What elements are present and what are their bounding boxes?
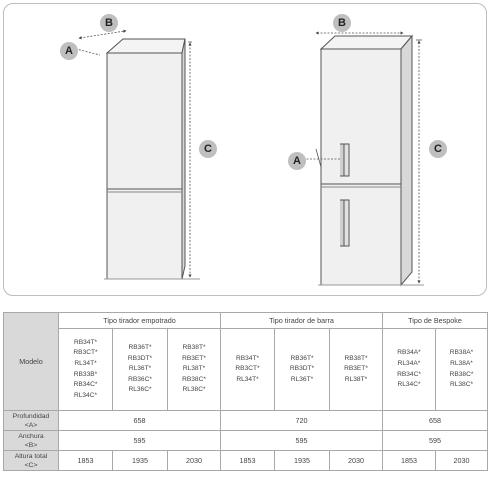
fridge-right — [318, 36, 424, 285]
model-code: RL38A* — [450, 359, 473, 367]
model-list — [383, 329, 436, 411]
height-value: 2030 — [168, 451, 221, 471]
model-code: RB36C* — [128, 375, 152, 383]
model-code: RL34C* — [73, 391, 98, 399]
model-code: RB38T* — [344, 354, 368, 362]
model-code: RB3ET* — [344, 365, 368, 373]
width-value: 595 — [383, 431, 488, 451]
model-code: RL34T* — [236, 375, 259, 383]
model-list — [113, 329, 168, 411]
model-code: RL34T* — [74, 359, 97, 367]
model-code: RL36C* — [128, 386, 152, 394]
model-code: RL38T* — [344, 375, 368, 383]
height-value: 2030 — [436, 451, 488, 471]
row-label-width: Anchura <B> — [4, 431, 59, 451]
model-header: Modelo — [4, 313, 59, 411]
model-list — [436, 329, 488, 411]
model-list — [330, 329, 383, 411]
dimension-figure — [3, 3, 487, 296]
depth-value: 658 — [59, 411, 221, 431]
model-code: RB36T* — [128, 344, 152, 352]
width-value: 595 — [59, 431, 221, 451]
model-code: RB36T* — [290, 354, 314, 362]
dimension-label-a: A — [288, 152, 306, 170]
dimensions-table — [3, 312, 488, 471]
dimension-label-b: B — [100, 14, 118, 32]
model-code: RB3CT* — [73, 349, 98, 357]
group-header-barra: Tipo tirador de barra — [221, 313, 383, 329]
model-code: RB34T* — [235, 354, 260, 362]
model-code: RL36T* — [290, 375, 314, 383]
model-code: RL38T* — [182, 365, 206, 373]
height-value: 1853 — [221, 451, 275, 471]
model-code: RB33B* — [73, 370, 98, 378]
model-code: RB3CT* — [235, 365, 260, 373]
model-code: RB38T* — [182, 344, 206, 352]
model-code: RL38C* — [449, 381, 474, 389]
model-list — [168, 329, 221, 411]
height-value: 1935 — [113, 451, 168, 471]
fridge-left — [104, 39, 200, 279]
model-code: RB38C* — [449, 370, 474, 378]
model-code: RL34A* — [397, 359, 421, 367]
model-code: RB34A* — [397, 349, 421, 357]
model-code: RB34T* — [73, 338, 98, 346]
dimension-label-b: B — [333, 14, 351, 32]
model-list — [59, 329, 113, 411]
dimension-label-c: C — [429, 140, 447, 158]
row-label-height: Altura total <C> — [4, 451, 59, 471]
height-value: 1935 — [275, 451, 330, 471]
model-code: RB38A* — [449, 349, 474, 357]
model-code: RB38C* — [182, 375, 206, 383]
height-value: 1853 — [59, 451, 113, 471]
height-value: 2030 — [330, 451, 383, 471]
model-list — [275, 329, 330, 411]
depth-value: 720 — [221, 411, 383, 431]
model-code: RL38C* — [182, 386, 206, 394]
model-code: RB34C* — [73, 381, 98, 389]
width-value: 595 — [221, 431, 383, 451]
group-header-bespoke: Tipo de Bespoke — [383, 313, 488, 329]
depth-value: 658 — [383, 411, 488, 431]
model-code: RB3DT* — [127, 354, 153, 362]
row-label-depth: Profundidad <A> — [4, 411, 59, 431]
model-code: RB3ET* — [182, 354, 206, 362]
model-code: RL36T* — [128, 365, 152, 373]
model-code: RB3DT* — [289, 365, 315, 373]
model-code: RL34C* — [397, 381, 421, 389]
dimension-label-a: A — [60, 42, 78, 60]
group-header-empotrado: Tipo tirador empotrado — [59, 313, 221, 329]
model-list — [221, 329, 275, 411]
dimension-label-c: C — [199, 140, 217, 158]
model-code: RB34C* — [397, 370, 421, 378]
height-value: 1853 — [383, 451, 436, 471]
